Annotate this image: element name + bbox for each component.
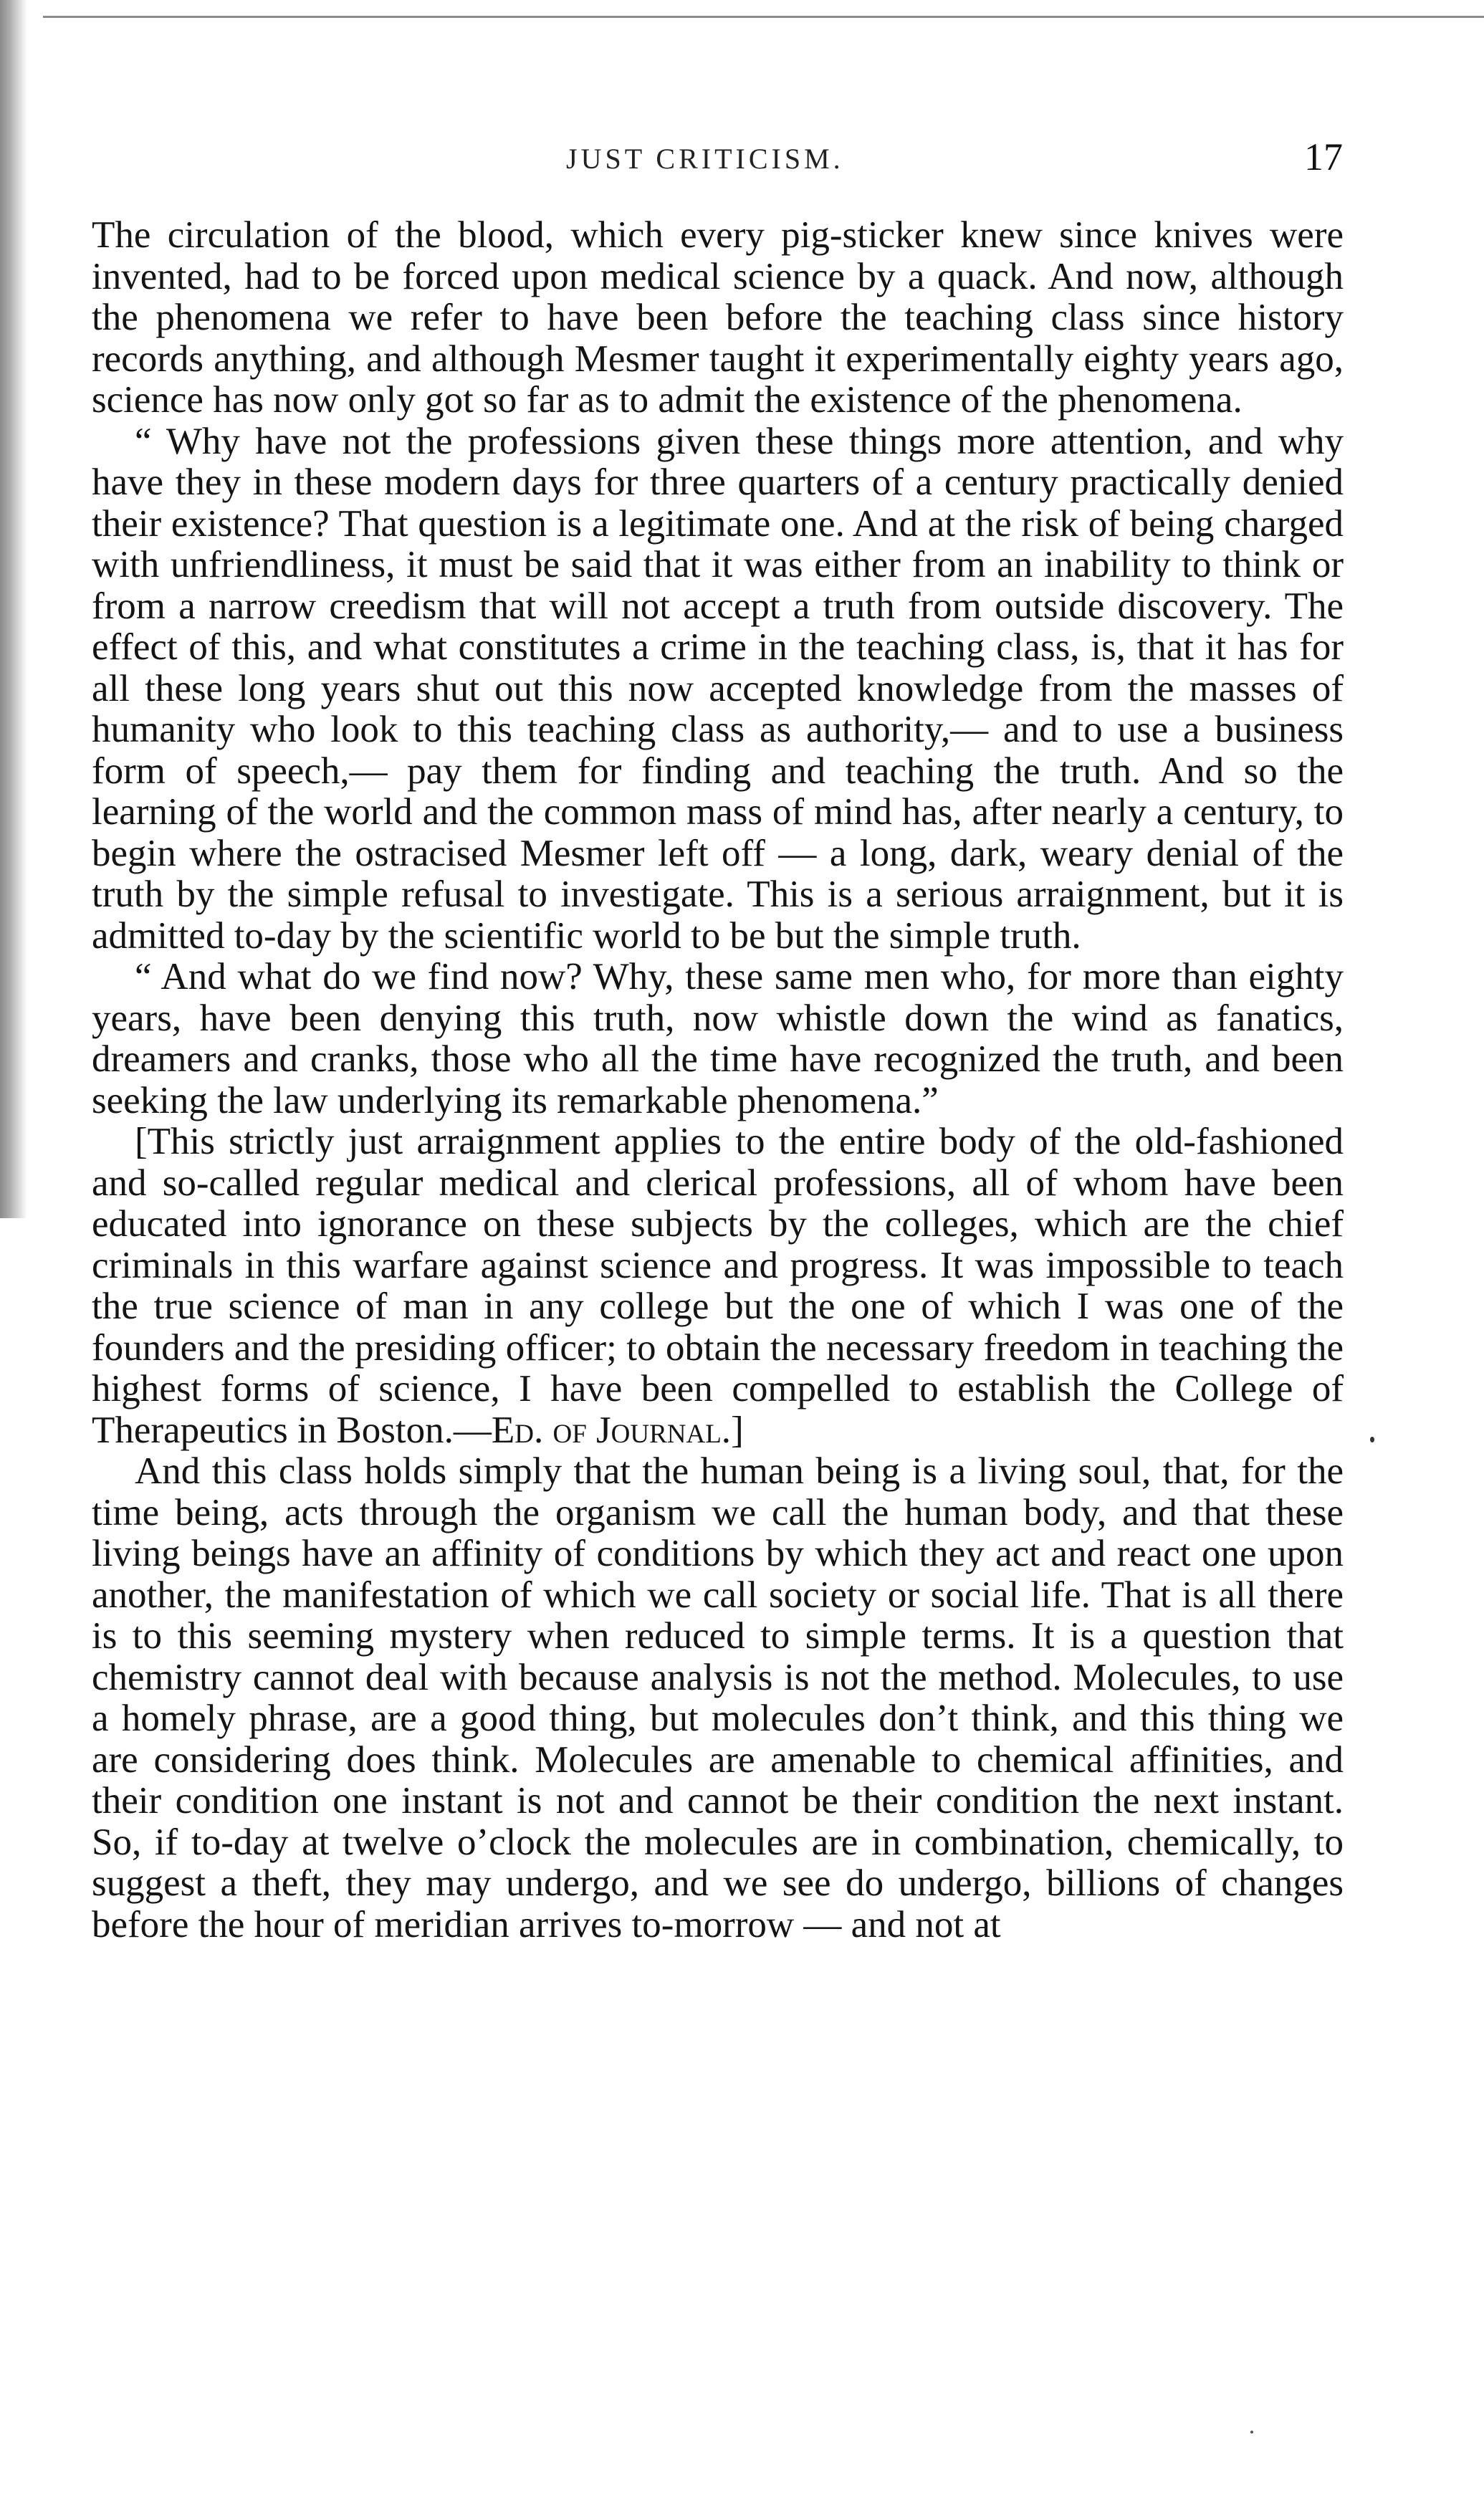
editorial-note-close-bracket: ] <box>731 1409 744 1451</box>
editorial-note-text: [This strictly just arraignment applies to the entire body of the old-fashioned and so-called regular medical and clerical professions, all of whom have been educated into ignorance on these subjects by the colleges, which are the chief criminals in this warfare against science and progress. It was impossible to teach the true science of man in any college but the one of which I was one of the founders and the presiding officer; to obtain the necessary freedom in teaching the highest forms of science, I have been compelled to establish the College of Therapeutics in Boston.— <box>92 1121 1344 1451</box>
bottom-ink-speck <box>1250 2431 1253 2433</box>
margin-ink-speck <box>1370 1437 1374 1442</box>
paragraph-living-soul: And this class holds simply that the human being is a living soul, that, for the time being, acts through the organism we call the human body, and that these living beings have an affinity of conditions by which they act and react one upon another, the manifestation of which we call society or social life. That is all there is to this seeming mystery when reduced to simple terms. It is a question that chemistry cannot deal with because analysis is not the method. Molecules, to use a homely phrase, are a good thing, but molecules don’t think, and this thing we are considering does think. Molecules are amenable to chemical affinities, and their condition one instant is not and cannot be their condition the next instant. So, if to-day at twelve o’clock the molecules are in combination, chemically, to suggest a theft, they may undergo, and we see do undergo, billions of changes before the hour of meridian arrives to-morrow — and not at <box>92 1450 1344 1945</box>
page-number: 17 <box>1304 135 1343 178</box>
paragraph-what-do-we-find-now: “ And what do we find now? Why, these same men who, for more than eighty years, have been denying this truth, now whistle down the wind as fanatics, dreamers and cranks, those who all the time have recognized the truth, and been seeking the law underlying its remarkable phenomena.” <box>92 956 1344 1121</box>
editorial-attribution: Ed. of Journal. <box>491 1409 732 1451</box>
paragraph-circulation-of-blood: The circulation of the blood, which every pig-sticker knew since knives were invented, had to be forced upon medical science by a quack. And now, although the phenomena we refer to have been before the teaching class since history records anything, and although Mesmer taught it experimentally eighty years ago, science has now only got so far as to admit the existence of the phenomena. <box>92 214 1344 421</box>
running-title: JUST CRITICISM. <box>566 143 844 175</box>
page-body <box>92 215 1344 1945</box>
paragraph-editorial-note <box>92 1121 1344 1451</box>
paragraph-why-have-not-professions: “ Why have not the professions given these things more attention, and why have they in these modern days for three quarters of a century practically denied their existence? That question is a legitimate one. And at the risk of being charged with unfriendliness, it must be said that it was either from an inability to think or from a narrow creedism that will not accept a truth from outside discovery. The effect of this, and what constitutes a crime in the teaching class, is, that it has for all these long years shut out this now accepted knowledge from the masses of humanity who look to this teaching class as authority,— and to use a business form of speech,— pay them for finding and teaching the truth. And so the learning of the world and the common mass of mind has, after nearly a century, to begin where the ostracised Mesmer left off — a long, dark, weary denial of the truth by the simple refusal to investigate. This is a serious arraignment, but it is admitted to-day by the scientific world to be but the simple truth. <box>92 420 1344 957</box>
top-edge-rule <box>43 16 1484 18</box>
running-header <box>0 135 1484 178</box>
page-binding-shadow <box>0 0 27 1218</box>
